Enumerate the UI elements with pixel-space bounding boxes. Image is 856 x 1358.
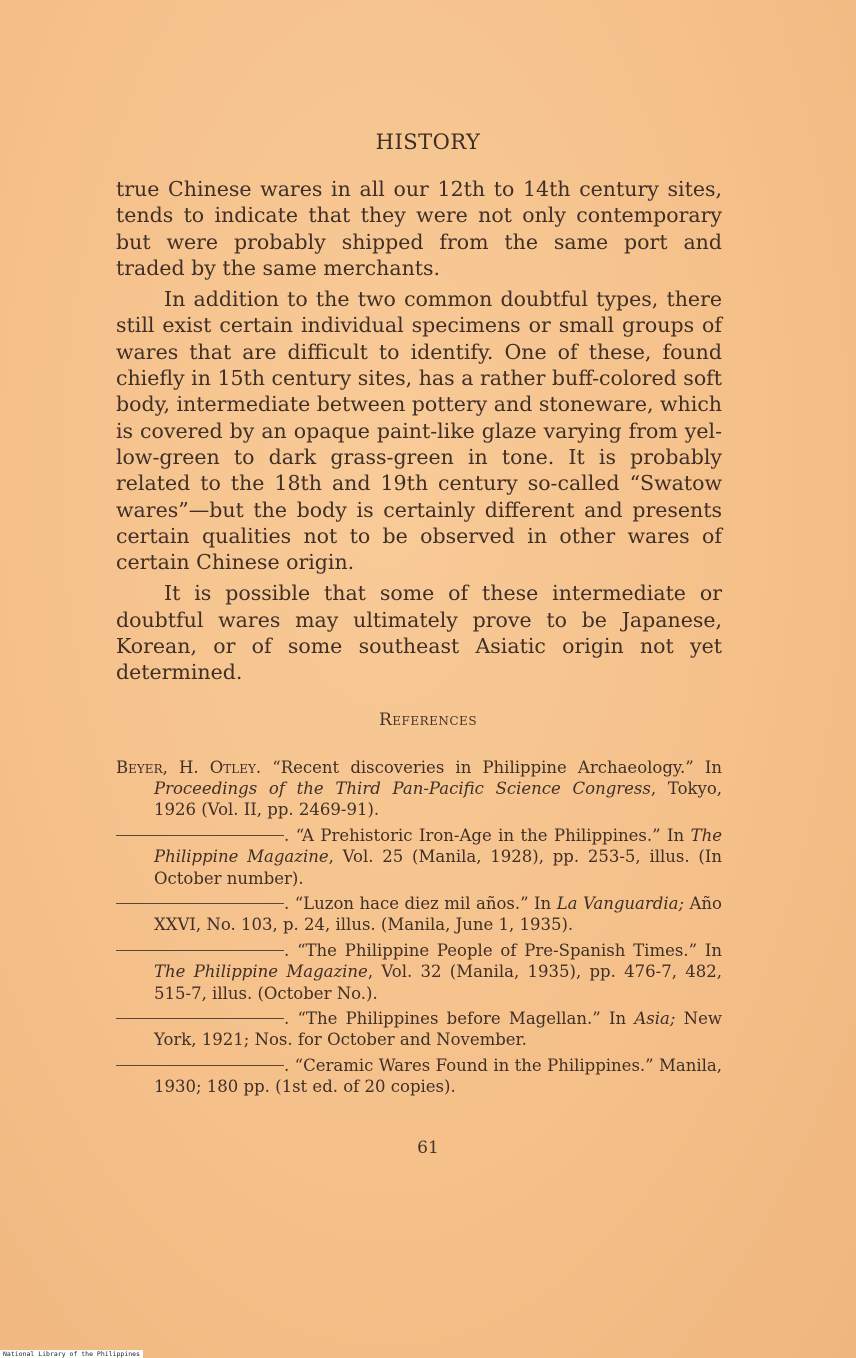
reference-item: . “The Philippine People of Pre-Spanish Times.” In The Philippine Magazine, Vol. 32 (Manila, 1935), pp. 476-7, 482, 515-7, illus. (October No.). — [116, 940, 722, 1004]
body-text — [116, 176, 722, 691]
footer-credit: National Library of the Philippines — [0, 1350, 143, 1358]
reference-item: . “Ceramic Wares Found in the Philippines.” Manila, 1930; 180 pp. (1st ed. of 20 copies). — [116, 1055, 722, 1097]
reference-item: . “A Prehistoric Iron-Age in the Philippines.” In The Philippine Magazine, Vol. 25 (Manila, 1928), pp. 253-5, illus. (In October number). — [116, 825, 722, 889]
running-head: HISTORY — [375, 130, 481, 154]
references-heading: References — [378, 710, 478, 730]
references-list — [116, 757, 722, 1102]
paragraph-3: It is possible that some of these intermediate or doubtful wares may ultimately prove to be Japanese, Korean, or of some southeast Asiatic origin not yet determined. — [116, 581, 722, 685]
ditto-rule — [116, 1065, 284, 1066]
reference-item: . “The Philippines before Magellan.” In Asia; New York, 1921; Nos. for October and November. — [116, 1008, 722, 1050]
reference-source-title: La Vanguardia; — [556, 894, 684, 914]
ditto-rule — [116, 835, 284, 836]
reference-source-title: Asia; — [634, 1009, 676, 1029]
reference-source-title: Proceedings of the Third Pan-Pacific Science Congress — [154, 779, 651, 799]
ditto-rule — [116, 1018, 284, 1019]
reference-source-title: The Philippine Magazine — [154, 826, 722, 867]
reference-source-title: The Philippine Magazine — [154, 962, 368, 982]
reference-item: Beyer, H. Otley. “Recent discoveries in Philippine Archaeology.” In Proceedings of the Third Pan-Pacific Science Congress, Tokyo, 1926 (Vol. II, pp. 2469-91). — [116, 758, 722, 820]
paragraph-1: true Chinese wares in all our 12th to 14th century sites, tends to indicate that they were not only contemporary but were probably shipped from the same port and traded by the same merchants. — [116, 177, 722, 280]
page-number: 61 — [417, 1138, 439, 1158]
paragraph-2: In addition to the two common doubtful types, there still exist certain individual specimens or small groups of wares that are difficult to identify. One of these, found chiefly in 15th century sites, has a rather buff-colored soft body, intermediate between pottery and stoneware, which is covered by an opaque paint-like glaze varying from yellow-green to dark grass-green in tone. It is probably related to the 18th and 19th century so-called “Swatow wares”—but the body is certainly different and presents certain qualities not to be observed in other wares of certain Chinese origin. — [116, 287, 722, 575]
ditto-rule — [116, 950, 284, 951]
reference-item: . “Luzon hace diez mil años.” In La Vanguardia; Año XXVI, No. 103, p. 24, illus. (Manila, June 1, 1935). — [116, 893, 722, 935]
ditto-rule — [116, 903, 284, 904]
reference-author: Beyer, H. Otley. — [116, 758, 262, 777]
